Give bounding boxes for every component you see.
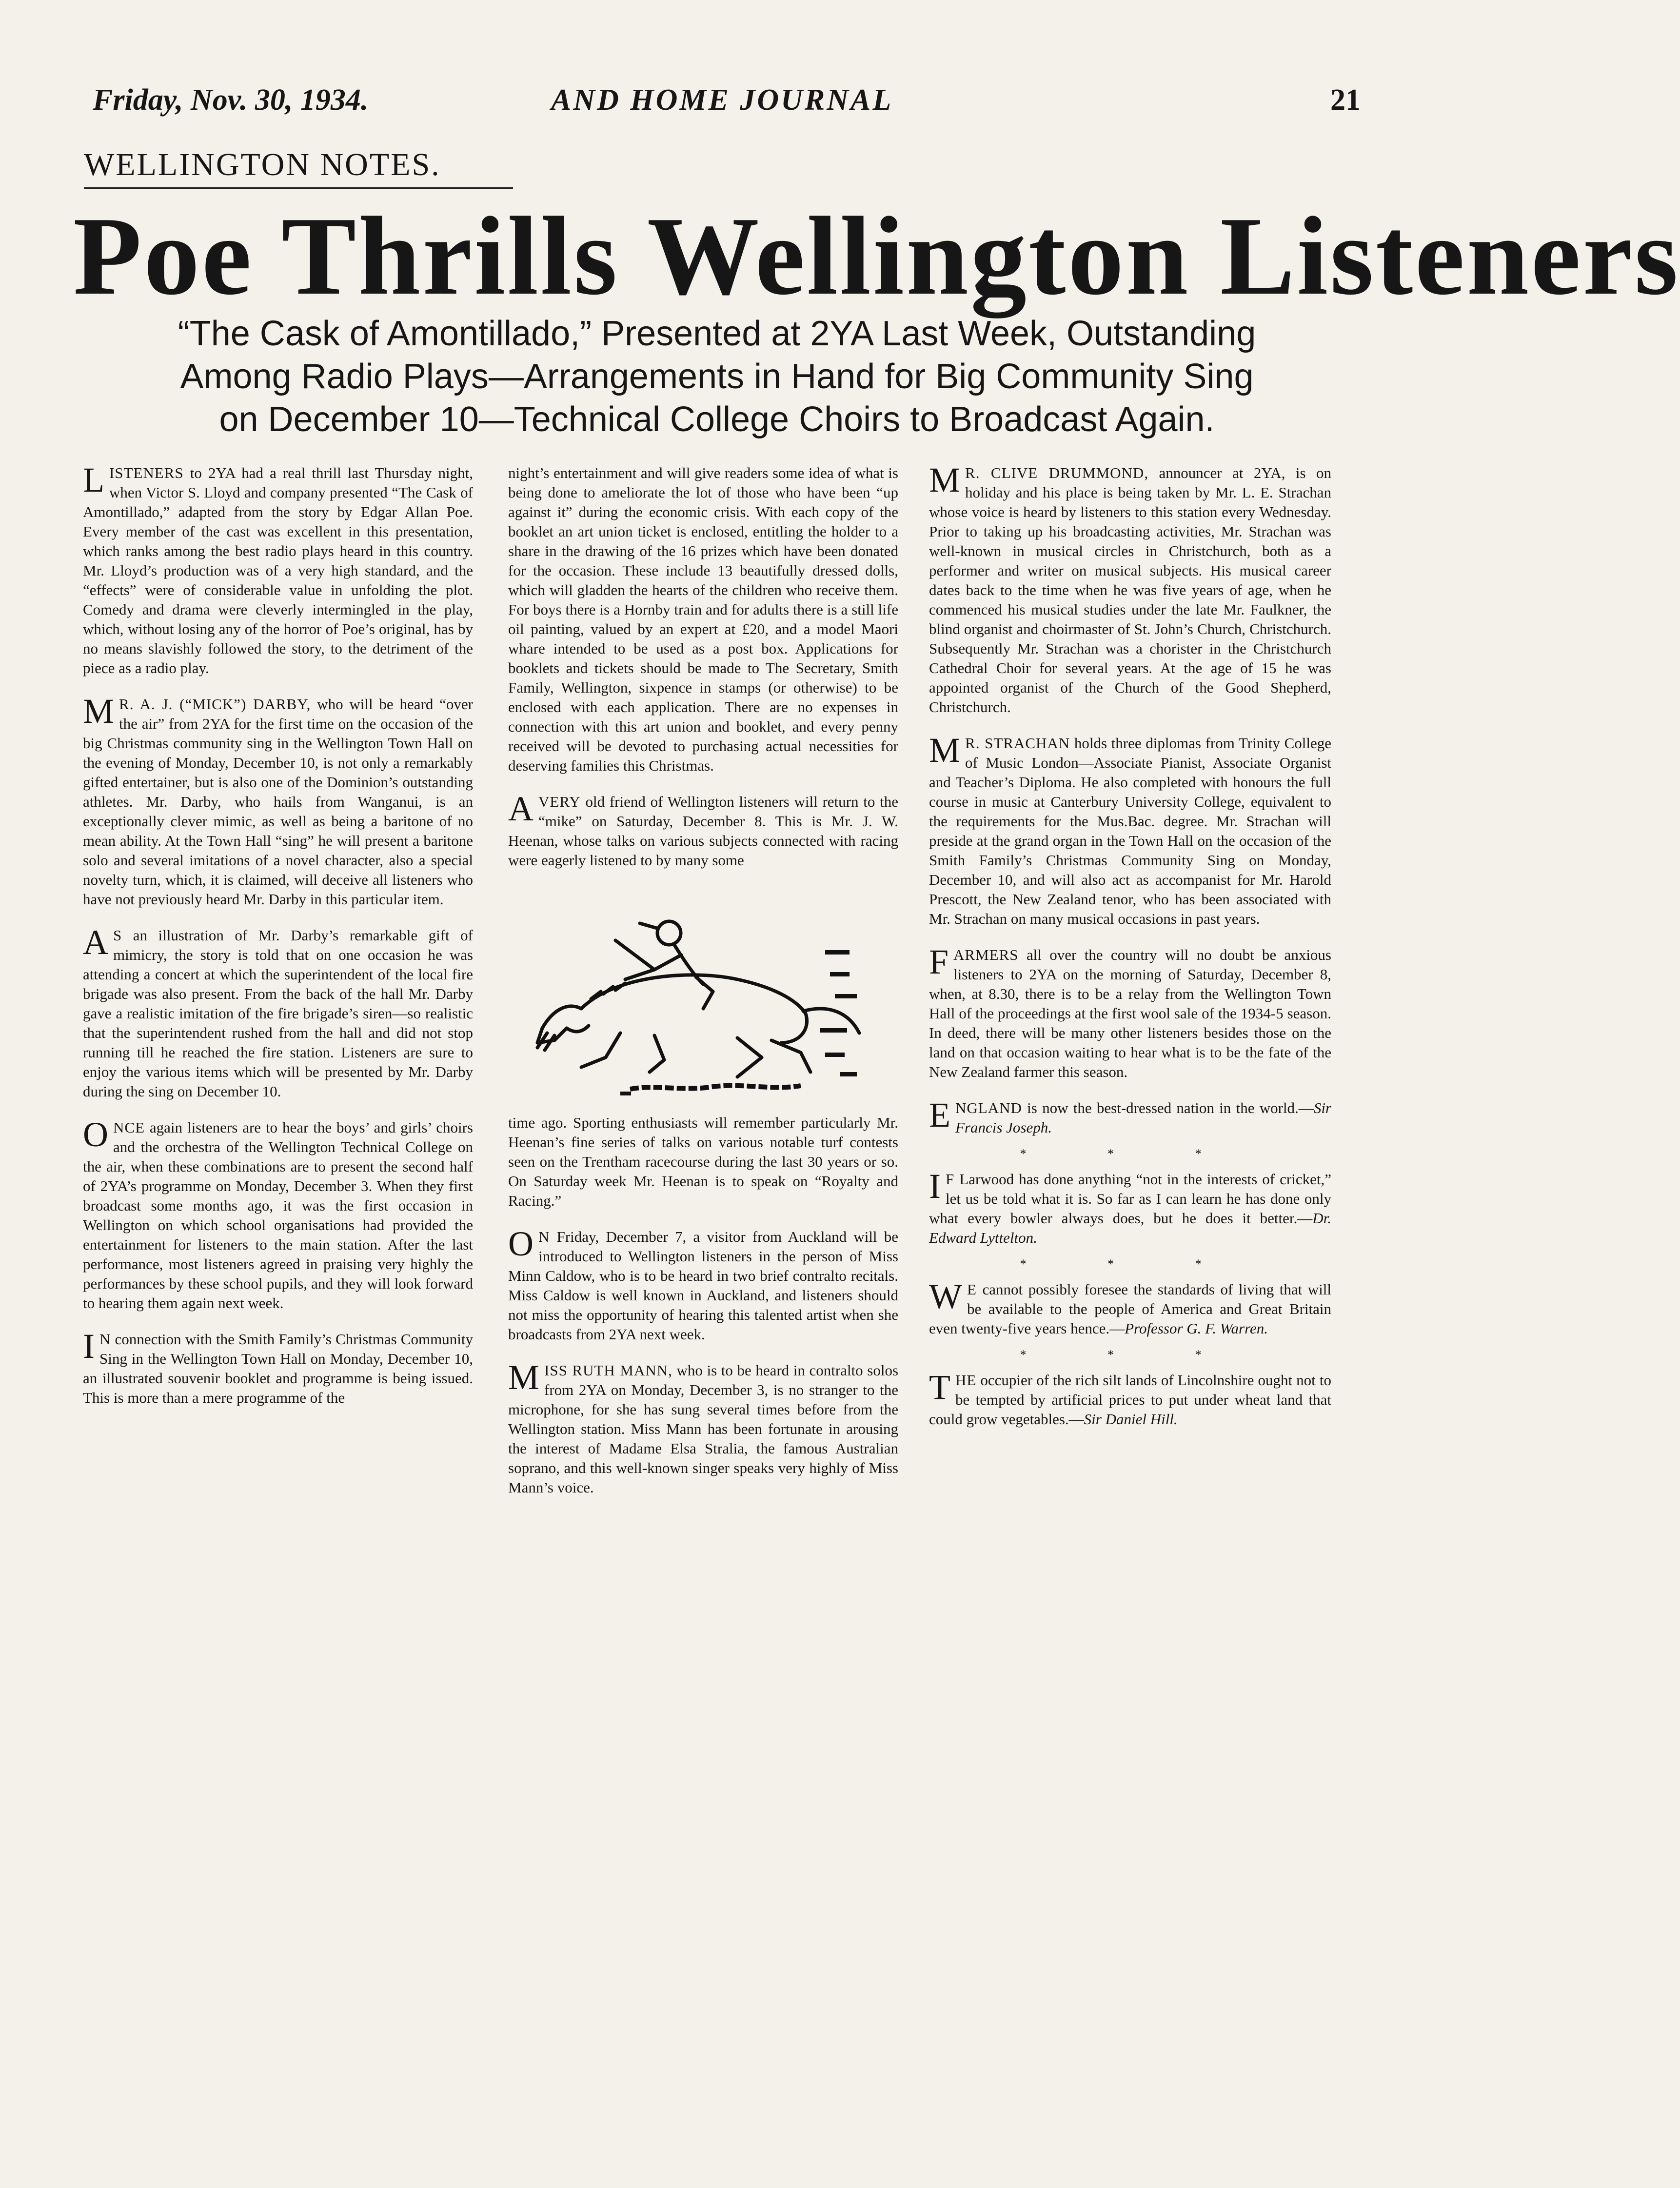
racehorse-jockey-illustration — [508, 887, 898, 1096]
page-number: 21 — [1330, 83, 1361, 117]
column-1 — [83, 460, 473, 2156]
drop-cap: O — [508, 1224, 534, 1263]
drop-cap: O — [83, 1115, 108, 1154]
article-paragraph: FARMERS all over the country will no doubt be anxious listeners to 2YA on the morning of Saturday, December 8, when, at 8.30, there is to be a relay from the Wellington Town Hall of the proceedings at the first wool sale of the 1934-5 season. In deed, there will be many other listeners besides those on the land on that occasion waiting to hear what is to be the fate of the New Zealand farmer this season. — [929, 942, 1331, 1080]
column-3 — [929, 460, 1331, 2156]
quote-attribution: Sir Daniel Hill. — [1084, 1411, 1178, 1428]
article-paragraph: night’s entertainment and will give readers some idea of what is being done to ameliorate the lot of those who have been “up against it” during the economic crisis. With each copy of the booklet an art union ticket is enclosed, entitling the holder to a share in the drawing of the 16 prizes which have been donated for the occasion. These include 13 beautifully dressed dolls, which will gladden the hearts of the children who receive them. For boys there is a Hornby train and for adults there is a still life oil painting, valued by an expert at £20, and a model Maori whare intended to be used as a post box. Applications for booklets and tickets should be made to The Secretary, Smith Family, Wellington, sixpence in stamps (or otherwise) to be enclosed with each application. There are no expenses in connection with this art union and booklet, and every penny received will be devoted to purchasing actual necessities for deserving families this Christmas. — [508, 464, 898, 774]
issue-date: Friday, Nov. 30, 1934. — [93, 83, 369, 117]
deck — [73, 312, 1361, 441]
separator-stars: * * * — [1020, 1147, 1241, 1161]
quote-paragraph: ENGLAND is now the best-dressed nation in the world.—Sir Francis Joseph. — [929, 1095, 1331, 1136]
drop-cap: L — [83, 460, 104, 499]
article-paragraph: IN connection with the Smith Family’s Christmas Community Sing in the Wellington Town Hall on Monday, December 10, an illustrated souvenir booklet and programme is being issued. This is more than a mere programme of the — [83, 1327, 473, 1406]
drop-cap: A — [508, 789, 534, 828]
drop-cap: I — [929, 1167, 941, 1206]
drop-cap: F — [929, 942, 949, 981]
article-paragraph: AS an illustration of Mr. Darby’s remarkable gift of mimicry, the story is told that on one occasion he was attending a concert at which the superintendent of the local fire brigade was also present. From the back of the hall Mr. Darby gave a realistic imitation of the fire brigade’s siren—so realistic that the superintendent rushed from the hall and did not stop running till he reached the fire station. Listeners are sure to enjoy the various items which will be presented by Mr. Darby during the sing on December 10. — [83, 923, 473, 1100]
quote-attribution: Professor G. F. Warren. — [1125, 1320, 1268, 1337]
section-underline — [84, 187, 513, 189]
quote-paragraph: IF Larwood has done anything “not in the interests of cricket,” let us be told what it is. So far as I can learn he has done only what every bowler always does, but he does it better.—Dr. Edward Lyttelton. — [929, 1167, 1331, 1246]
drop-cap: M — [929, 731, 961, 770]
separator-stars: * * * — [1020, 1257, 1241, 1271]
drop-cap: I — [83, 1327, 95, 1366]
drop-cap: M — [508, 1358, 540, 1397]
quote-paragraph: WE cannot possibly foresee the standards of living that will be available to the people of America and Great Britain even twenty-five years hence.—Professor G. F. Warren. — [929, 1277, 1331, 1337]
drop-cap: W — [929, 1277, 962, 1316]
article-paragraph: LISTENERS to 2YA had a real thrill last Thursday night, when Victor S. Lloyd and company presented “The Cask of Amontillado,” adapted from the story by Edgar Allan Poe. Every member of the cast was excellent in this presentation, which ranks among the best radio plays heard in this country. Mr. Lloyd’s production was of a very high standard, and the “effects” were of considerable value in unfolding the plot. Comedy and drama were cleverly intermingled in the play, which, without losing any of the horror of Poe’s original, has by no means slavishly followed the story, to the detriment of the piece as a radio play. — [83, 460, 473, 676]
separator-stars: * * * — [1020, 1348, 1241, 1362]
quote-attribution: Sir Francis Joseph. — [955, 1099, 1331, 1136]
column-2 — [508, 463, 898, 2156]
drop-cap: T — [929, 1368, 950, 1407]
article-paragraph: MISS RUTH MANN, who is to be heard in contralto solos from 2YA on Monday, December 3, is no stranger to the microphone, for she has sung several times before from the Wellington station. Miss Mann has been fortunate in arousing the interest of Madame Elsa Stralia, the famous Australian soprano, and this well-known singer speaks very highly of Miss Mann’s voice. — [508, 1358, 899, 1496]
quote-paragraph: THE occupier of the rich silt lands of Lincolnshire ought not to be tempted by artificial prices to put under wheat land that could grow vegetables.—Sir Daniel Hill. — [929, 1368, 1331, 1428]
article-paragraph: ON Friday, December 7, a visitor from Auckland will be introduced to Wellington listeners in the person of Miss Minn Caldow, who is to be heard in two brief contralto recitals. Miss Caldow is well known in Auckland, and listeners should not miss the opportunity of hearing this talented artist when she broadcasts from 2YA next week. — [508, 1224, 898, 1343]
drop-cap: A — [83, 923, 108, 962]
article-paragraph: MR. A. J. (“MICK”) DARBY, who will be heard “over the air” from 2YA for the first time on the occasion of the big Christmas community sing in the Wellington Town Hall on the evening of Monday, December 10, is not only a remarkably gifted entertainer, but is also one of the Dominion’s outstanding athletes. Mr. Darby, who hails from Wanganui, is an exceptionally clever mimic, as well as being a baritone of no mean ability. At the Town Hall “sing” he will present a baritone solo and several imitations of a novel character, also a special novelty turn, which, it is claimed, will deceive all listeners who have not previously heard Mr. Darby in this particular item. — [83, 692, 473, 908]
drop-cap: M — [929, 460, 961, 499]
journal-title: AND HOME JOURNAL — [551, 83, 893, 117]
quote-attribution: Dr. Edward Lyttelton. — [929, 1210, 1331, 1246]
article-paragraph: time ago. Sporting enthusiasts will remember particularly Mr. Heenan’s fine series of talks on various notable turf contests seen on the Trentham racecourse during the last 30 years or so. On Saturday week Mr. Heenan is to speak on “Royalty and Racing.” — [508, 1114, 898, 1209]
article-paragraph: MR. CLIVE DRUMMOND, announcer at 2YA, is on holiday and his place is being taken by Mr. L. E. Strachan whose voice is heard by listeners to this station every Wednesday. Prior to taking up his broadcasting activities, Mr. Strachan was well-known in musical circles in Christchurch, both as a performer and writer on musical subjects. His musical career dates back to the time when he was five years of age, when he commenced his musical studies under the late Mr. Faulkner, the blind organist and choirmaster of St. John’s Church, Christchurch. Subsequently Mr. Strachan was a chorister in the Christchurch Cathedral Choir for several years. At the age of 15 he was appointed organist of the Church of the Good Shepherd, Christchurch. — [929, 460, 1331, 716]
headline: Poe Thrills Wellington Listeners — [73, 194, 1680, 318]
drop-cap: M — [83, 692, 115, 731]
deck-line: “The Cask of Amontillado,” Presented at 2YA Last Week, Outstanding — [178, 314, 1256, 353]
article-paragraph: MR. STRACHAN holds three diplomas from Trinity College of Music London—Associate Pianist, Associate Organist and Teacher’s Diploma. He also completed with honours the full course in music at Canterbury University College, equivalent to the requirements for the Mus.Bac. degree. Mr. Strachan will preside at the grand organ in the Town Hall on the occasion of the Smith Family’s Christmas Community Sing on Monday, December 10, and will also act as accompanist for Mr. Harold Prescott, the New Zealand tenor, who has been associated with Mr. Strachan on many musical occasions in past years. — [929, 731, 1331, 927]
drop-cap: E — [929, 1095, 950, 1134]
article-paragraph: A VERY old friend of Wellington listeners will return to the “mike” on Saturday, December 8. This is Mr. J. W. Heenan, whose talks on various subjects connected with racing were eagerly listened to by many some — [508, 789, 898, 869]
section-label: WELLINGTON NOTES. — [84, 147, 441, 182]
masthead — [83, 73, 1370, 127]
article-paragraph: ONCE again listeners are to hear the boys’ and girls’ choirs and the orchestra of the Wellington Technical College on the air, when these combinations are to present the second half of 2YA’s programme on Monday, December 3. When they first broadcast some months ago, it was the first occasion in Wellington on which school organisations had provided the entertainment for listeners to the main station. After the last performance, most listeners agreed in praising very highly the performances by these school pupils, and they will look forward to hearing them again next week. — [83, 1115, 473, 1312]
deck-line: on December 10—Technical College Choirs to Broadcast Again. — [219, 400, 1215, 439]
deck-line: Among Radio Plays—Arrangements in Hand for Big Community Sing — [180, 357, 1254, 396]
